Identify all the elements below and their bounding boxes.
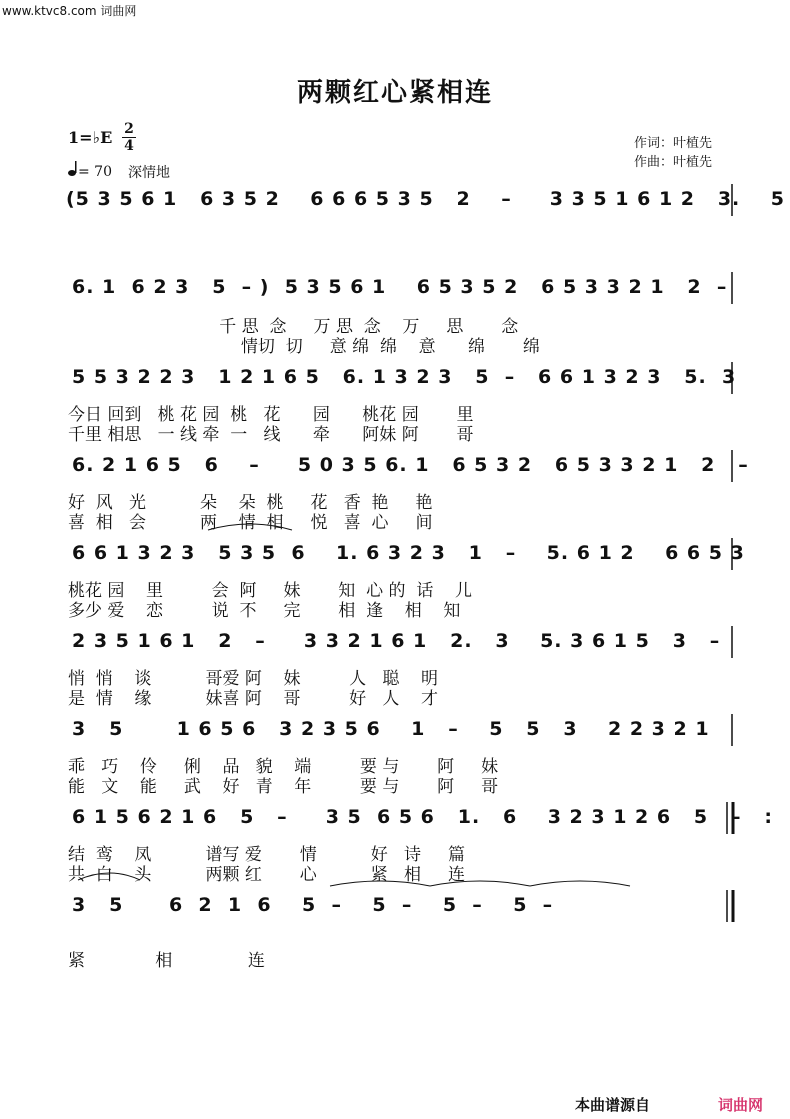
lyric-verse-2: 多少 爱 恋 说 不 完 相 逢 相 知 <box>68 601 461 621</box>
expression-marking: 深情地 <box>128 165 170 181</box>
tempo-value: = 70 <box>78 164 112 180</box>
lyric-verse-2: 喜 相 会 两 情 相 悦 喜 心 间 <box>68 513 433 533</box>
key-signature: 1=♭E <box>68 128 113 147</box>
notation-row: 5 5 3 2 2 3 1 2 1 6 5 6. 1 3 2 3 5 – 6 6 1 3 2 3 5. 3 <box>72 366 737 388</box>
notation-row: 6 1 5 6 2 1 6 5 – 3 5 6 5 6 1. 6 3 2 3 1 2 6 5 – : <box>72 806 773 828</box>
lyric-verse-2: 是 情 缘 妹喜 阿 哥 好 人 才 <box>68 689 438 709</box>
notation-row: 6. 2 1 6 5 6 – 5 0 3 5 6. 1 6 5 3 2 6 5 3 3 2 1 2 – <box>72 454 749 476</box>
notation-row: 6. 1 6 2 3 5 – ) 5 3 5 6 1 6 5 3 5 2 6 5 3 3 2 1 2 – <box>72 276 728 298</box>
notation-row: (5 3 5 6 1 6 3 5 2 6 6 6 5 3 5 2 – 3 3 5 1 6 1 2 3. 5 <box>66 188 785 210</box>
song-title: 两颗红心紧相连 <box>296 78 493 108</box>
lyric-verse-1: 桃花 园 里 会 阿 妹 知 心 的 话 儿 <box>68 581 472 601</box>
lyric-verse-1: 千 思 念 万 思 念 万 思 念 <box>68 317 519 337</box>
meter-bottom: 4 <box>124 138 134 154</box>
lyric-verse-1: 结 鸾 凤 谱写 爱 情 好 诗 篇 <box>68 845 465 865</box>
lyric-verse-2: 情切 切 意 绵 绵 意 绵 绵 <box>68 337 540 357</box>
notation-row: 3 5 6 2 1 6 5 – 5 – 5 – 5 – <box>72 894 554 916</box>
lyric-verse-1: 乖 巧 伶 俐 品 貌 端 要 与 阿 妹 <box>68 757 499 777</box>
notation-row: 6 6 1 3 2 3 5 3 5 6 1. 6 3 2 3 1 – 5. 6 1 2 6 6 5 3 <box>72 542 745 564</box>
lyric-verse-1: 好 风 光 朵 朵 桃 花 香 艳 艳 <box>68 493 433 513</box>
site-watermark: www.ktvc8.com 词曲网 <box>2 4 137 18</box>
source-note: 本曲谱源自 <box>575 1096 651 1114</box>
notation-row: 2 3 5 1 6 1 2 – 3 3 2 1 6 1 2. 3 5. 3 6 1 5 3 – <box>72 630 721 652</box>
site-logo: 词曲网 <box>718 1096 764 1114</box>
lyric-verse-1: 悄 悄 谈 哥爱 阿 妹 人 聪 明 <box>68 669 438 689</box>
lyric-verse-2: 能 文 能 武 好 青 年 要 与 阿 哥 <box>68 777 499 797</box>
lyric-verse-1: 今日 回到 桃 花 园 桃 花 园 桃花 园 里 <box>68 405 474 425</box>
notation-row: 3 5 1 6 5 6 3 2 3 5 6 1 – 5 5 3 2 2 3 2 1 <box>72 718 710 740</box>
lyric-verse-2: 千里 相思 一 线 牵 一 线 牵 阿妹 阿 哥 <box>68 425 474 445</box>
meter-top: 2 <box>124 121 134 137</box>
composer: 作曲：叶植先 <box>634 155 713 170</box>
lyricist: 作词：叶植先 <box>634 136 713 151</box>
lyric-verse-1: 紧 相 连 <box>68 951 265 971</box>
lyric-verse-2: 共 白 头 两颗 红 心 紧 相 连 <box>68 865 465 885</box>
